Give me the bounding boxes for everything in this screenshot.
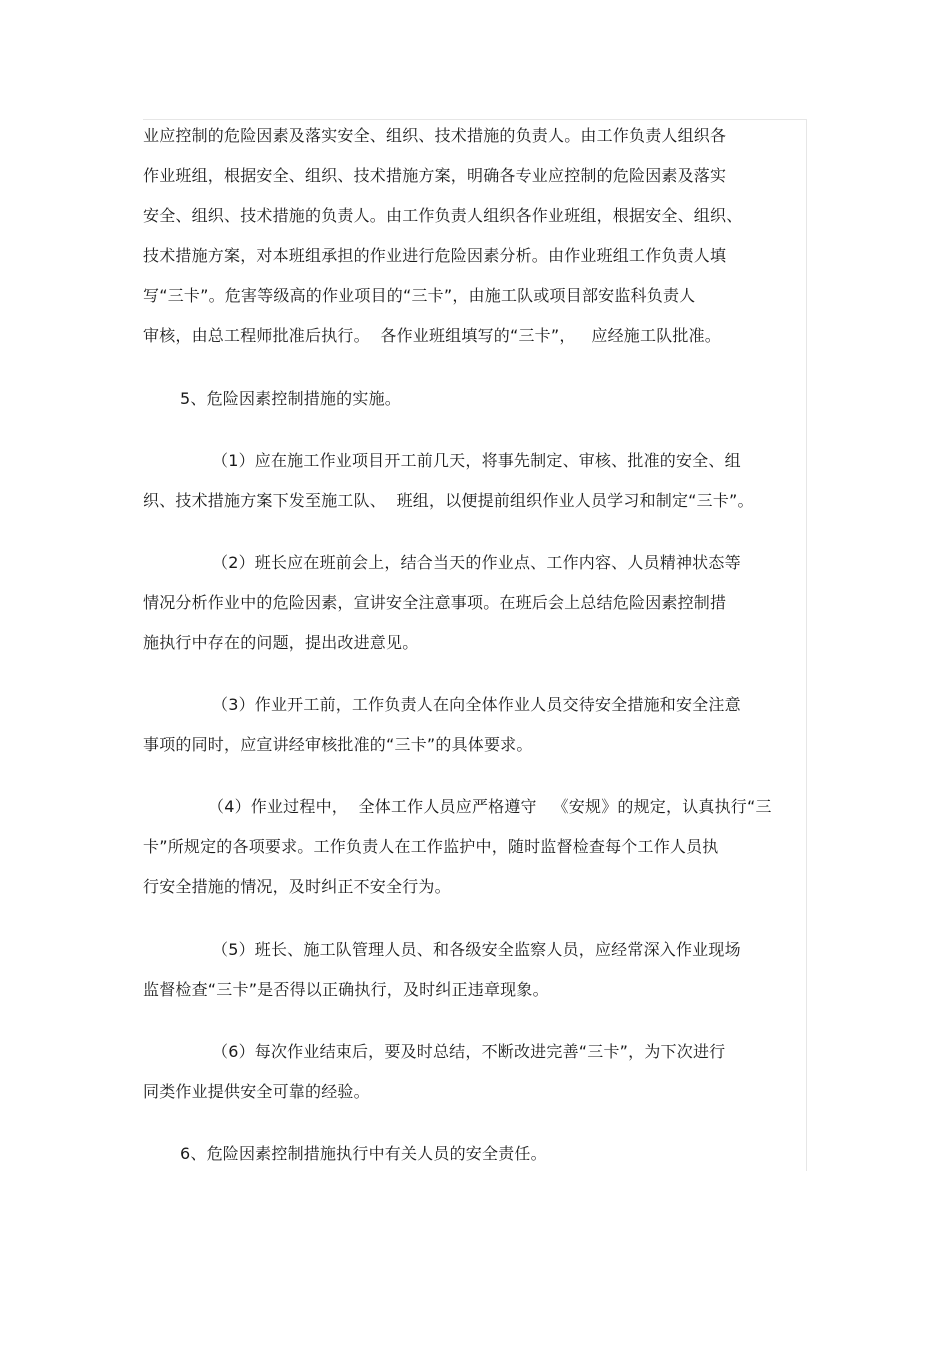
text-line: 安全、组织、技术措施的负责人。由工作负责人组织各作业班组，根据安全、组织、 bbox=[143, 206, 743, 225]
text-line: 行安全措施的情况，及时纠正不安全行为。 bbox=[143, 877, 451, 896]
text-line: 卡”所规定的各项要求。工作负责人在工作监护中，随时监督检查每个工作人员执 bbox=[143, 837, 719, 856]
text-line: （5）班长、施工队管理人员、和各级安全监察人员，应经常深入作业现场 bbox=[212, 940, 741, 959]
text-line: 技术措施方案，对本班组承担的作业进行危险因素分析。由作业班组工作负责人填 bbox=[143, 246, 727, 265]
text-line: （3）作业开工前，工作负责人在向全体作业人员交待安全措施和安全注意 bbox=[212, 695, 741, 714]
text-line: 织、技术措施方案下发至施工队、 班组，以便提前组织作业人员学习和制定“三卡”。 bbox=[143, 491, 754, 510]
text-line: 业应控制的危险因素及落实安全、组织、技术措施的负责人。由工作负责人组织各 bbox=[143, 126, 727, 145]
text-line: 同类作业提供安全可靠的经验。 bbox=[143, 1082, 370, 1101]
text-line: （2）班长应在班前会上，结合当天的作业点、工作内容、人员精神状态等 bbox=[212, 553, 741, 572]
text-line: （4）作业过程中， 全体工作人员应严格遵守 《安规》的规定，认真执行“三 bbox=[208, 797, 772, 816]
text-line: 施执行中存在的问题，提出改进意见。 bbox=[143, 633, 419, 652]
section-heading: 6、危险因素控制措施执行中有关人员的安全责任。 bbox=[180, 1144, 547, 1163]
section-heading: 5、危险因素控制措施的实施。 bbox=[180, 389, 401, 408]
text-line: 作业班组，根据安全、组织、技术措施方案，明确各专业应控制的危险因素及落实 bbox=[143, 166, 727, 185]
text-line: （1）应在施工作业项目开工前几天，将事先制定、审核、批准的安全、组 bbox=[212, 451, 741, 470]
text-line: （6）每次作业结束后，要及时总结，不断改进完善“三卡”，为下次进行 bbox=[212, 1042, 726, 1061]
text-line: 监督检查“三卡”是否得以正确执行，及时纠正违章现象。 bbox=[143, 980, 549, 999]
text-line: 事项的同时，应宣讲经审核批准的“三卡”的具体要求。 bbox=[143, 735, 533, 754]
text-line: 写“三卡”。危害等级高的作业项目的“三卡”，由施工队或项目部安监科负责人 bbox=[143, 286, 696, 305]
text-line: 审核，由总工程师批准后执行。 各作业班组填写的“三卡”， 应经施工队批准。 bbox=[143, 326, 722, 345]
text-line: 情况分析作业中的危险因素，宣讲安全注意事项。在班后会上总结危险因素控制措 bbox=[143, 593, 727, 612]
